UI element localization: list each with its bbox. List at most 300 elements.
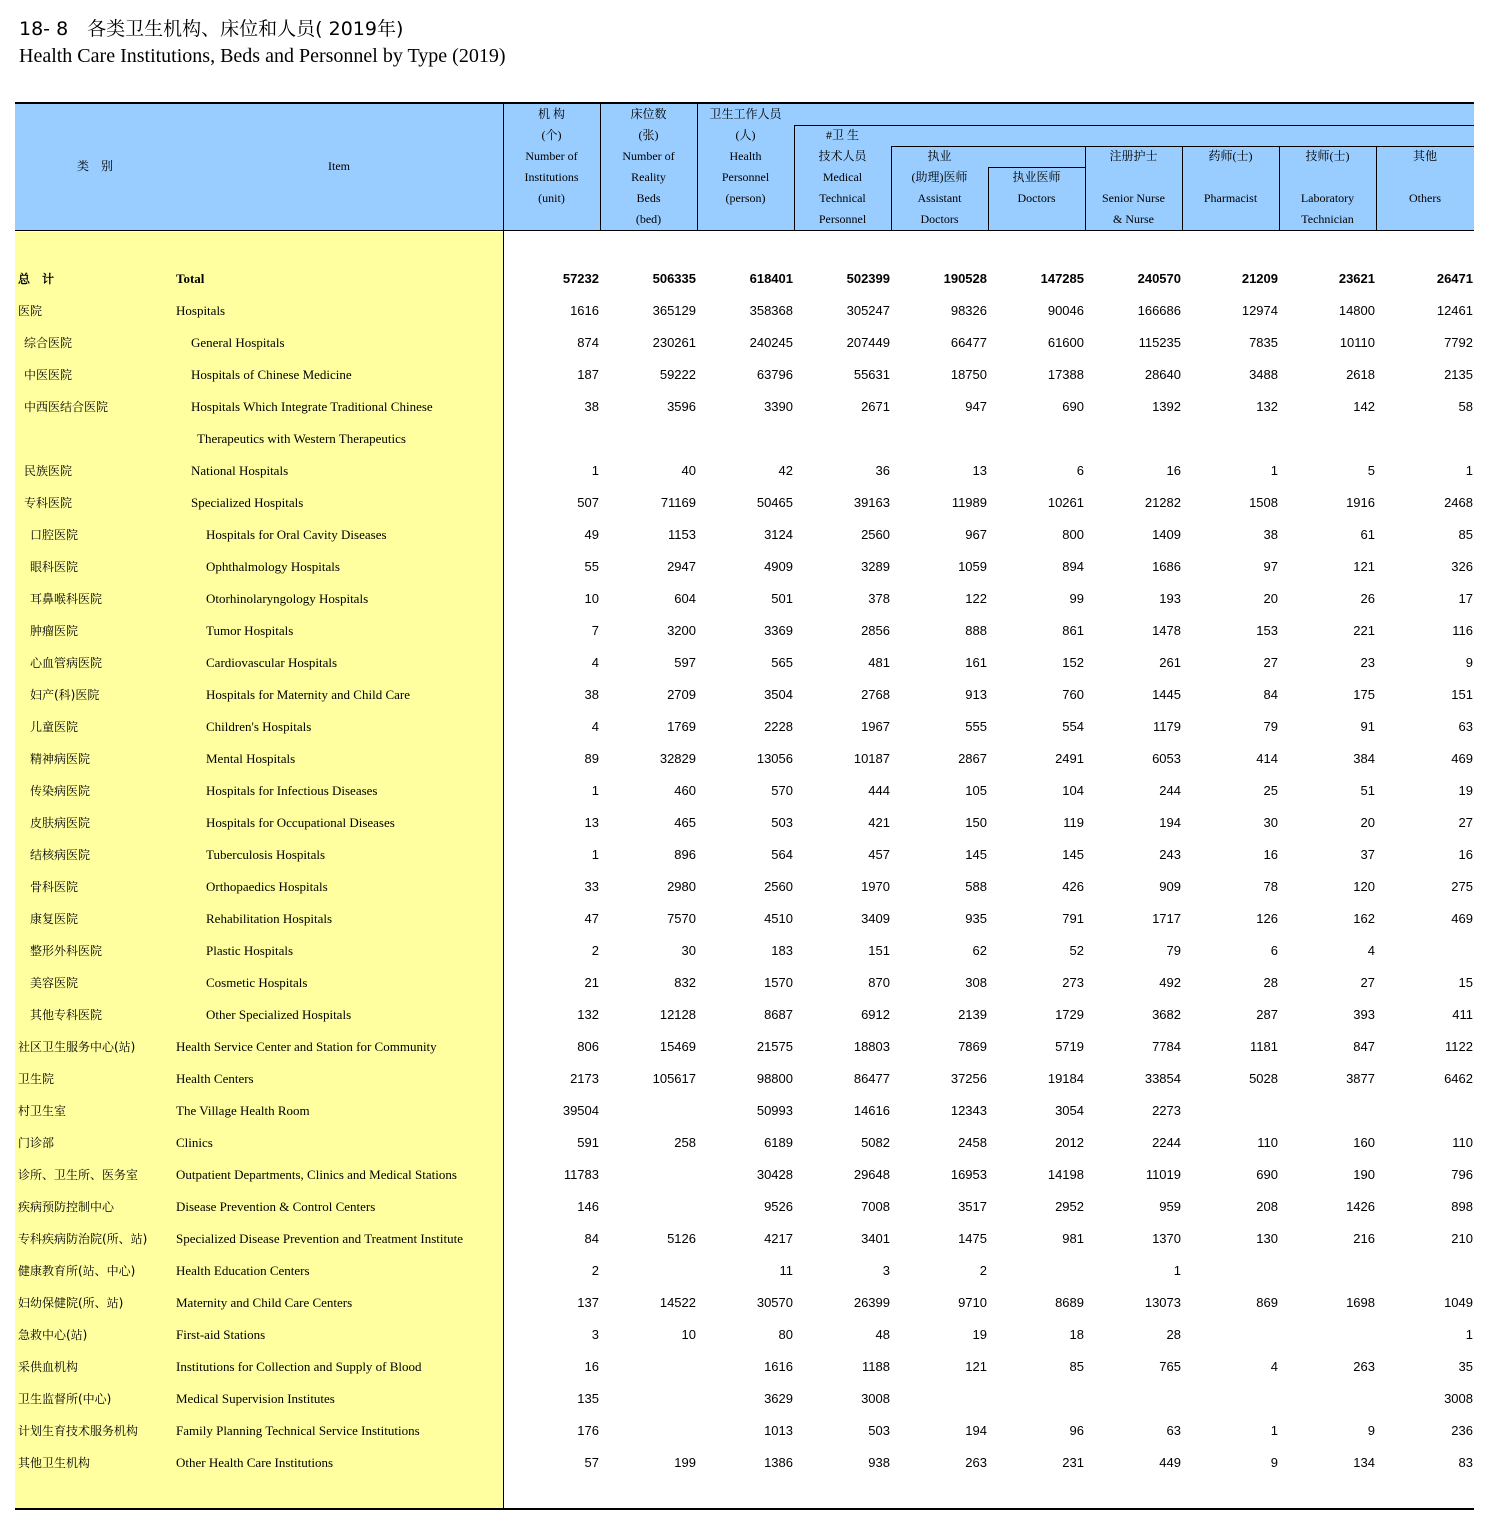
cell-nurse: 959: [1159, 1199, 1181, 1214]
cell-doctors: 8689: [1055, 1295, 1084, 1310]
cell-medtech: 870: [868, 975, 890, 990]
cell-doctors: 426: [1062, 879, 1084, 894]
cell-personnel: 9526: [764, 1199, 793, 1214]
table-row: [15, 716, 1474, 736]
cell-institutions: 57: [584, 1455, 599, 1470]
cell-beds: 506335: [652, 271, 696, 286]
cell-personnel: 11: [779, 1263, 793, 1278]
cell-lab: 160: [1353, 1135, 1375, 1150]
row-label-cn: 综合医院: [24, 336, 73, 350]
cell-doctors: 145: [1062, 847, 1084, 862]
cell-personnel: 98800: [756, 1071, 793, 1086]
cell-pharmacist: 153: [1256, 623, 1278, 638]
cell-institutions: 7: [591, 623, 599, 638]
cell-personnel: 50465: [756, 495, 793, 510]
table-row: [15, 1260, 1474, 1280]
cell-beds: 2947: [667, 559, 696, 574]
cell-personnel: 30570: [756, 1295, 793, 1310]
row-label-en: Medical Supervision Institutes: [176, 1391, 335, 1406]
cell-medtech: 39163: [853, 495, 890, 510]
cell-personnel: 30428: [756, 1167, 793, 1182]
table-row: [15, 492, 1474, 512]
cell-beds: 3596: [667, 399, 696, 414]
table-row: [15, 556, 1474, 576]
cell-nurse: 115235: [1138, 335, 1181, 350]
cell-assistant: 12343: [950, 1103, 987, 1118]
cell-others: 85: [1458, 527, 1473, 542]
cell-personnel: 1616: [764, 1359, 793, 1374]
row-label-en: Cosmetic Hospitals: [206, 975, 308, 990]
cell-beds: 59222: [659, 367, 696, 382]
cell-personnel: 240245: [749, 335, 793, 350]
cell-pharmacist: 690: [1256, 1167, 1278, 1182]
cell-doctors: 104: [1062, 783, 1084, 798]
cell-nurse: 21282: [1144, 495, 1181, 510]
cell-personnel: 3390: [764, 399, 793, 414]
cell-beds: 7570: [667, 911, 696, 926]
cell-nurse: 33854: [1144, 1071, 1181, 1086]
cell-beds: 597: [674, 655, 696, 670]
table-row: [15, 940, 1474, 960]
cell-assistant: 18750: [950, 367, 987, 382]
cell-lab: 393: [1353, 1007, 1375, 1022]
cell-medtech: 36: [875, 463, 890, 478]
cell-nurse: 11019: [1145, 1167, 1181, 1182]
cell-others: 411: [1452, 1007, 1473, 1022]
cell-nurse: 1370: [1152, 1231, 1181, 1246]
row-label-cn: 皮肤病医院: [30, 816, 91, 830]
cell-others: 275: [1451, 879, 1473, 894]
header-beds: 床位数 (张) Number of Reality Beds (bed): [622, 107, 675, 226]
cell-others: 9: [1465, 655, 1473, 670]
row-label-en: Tumor Hospitals: [206, 623, 294, 638]
cell-pharmacist: 6: [1270, 943, 1278, 958]
row-label-en: Health Service Center and Station for Community: [176, 1039, 437, 1054]
row-label-cn: 精神病医院: [30, 752, 91, 766]
cell-institutions: 806: [577, 1039, 599, 1054]
cell-lab: 190: [1353, 1167, 1375, 1182]
cell-personnel: 50993: [756, 1103, 793, 1118]
cell-lab: 4: [1367, 943, 1375, 958]
cell-others: 1049: [1444, 1295, 1473, 1310]
cell-beds: 230261: [652, 335, 696, 350]
cell-personnel: 13056: [756, 751, 793, 766]
cell-others: 15: [1458, 975, 1473, 990]
cell-pharmacist: 12974: [1241, 303, 1278, 318]
row-label-en: Ophthalmology Hospitals: [206, 559, 340, 574]
cell-doctors: 273: [1062, 975, 1084, 990]
row-label-en: Otorhinolaryngology Hospitals: [206, 591, 369, 606]
cell-nurse: 765: [1159, 1359, 1181, 1374]
cell-assistant: 37256: [950, 1071, 987, 1086]
header-laboratory-technician: 技师(士) Laboratory Technician: [1300, 149, 1355, 226]
cell-institutions: 2: [591, 943, 599, 958]
cell-lab: 121: [1353, 559, 1375, 574]
page-title-cn: 18- 8 各类卫生机构、床位和人员( 2019年): [19, 18, 404, 40]
row-label-cn: 采供血机构: [18, 1360, 79, 1374]
cell-doctors: 61600: [1047, 335, 1084, 350]
cell-nurse: 194: [1159, 815, 1181, 830]
cell-personnel: 503: [771, 815, 793, 830]
cell-others: 3008: [1444, 1391, 1473, 1406]
cell-pharmacist: 97: [1263, 559, 1278, 574]
cell-personnel: 565: [771, 655, 793, 670]
cell-others: 110: [1452, 1135, 1473, 1150]
cell-others: 26471: [1436, 271, 1473, 286]
label-column-band: [15, 232, 503, 1509]
cell-medtech: 378: [868, 591, 890, 606]
cell-medtech: 3409: [861, 911, 890, 926]
cell-doctors: 99: [1069, 591, 1084, 606]
cell-personnel: 2228: [764, 719, 793, 734]
cell-personnel: 564: [771, 847, 793, 862]
cell-pharmacist: 208: [1256, 1199, 1278, 1214]
row-label-cn: 卫生院: [18, 1072, 55, 1086]
cell-pharmacist: 78: [1263, 879, 1278, 894]
cell-nurse: 28640: [1144, 367, 1181, 382]
row-label-cn: 眼科医院: [30, 560, 79, 574]
cell-doctors: 1729: [1055, 1007, 1084, 1022]
table-row: [15, 396, 1474, 416]
cell-institutions: 1: [591, 783, 599, 798]
cell-personnel: 2560: [764, 879, 793, 894]
row-label-en: Institutions for Collection and Supply of Blood: [176, 1359, 422, 1374]
cell-nurse: 28: [1166, 1327, 1181, 1342]
cell-assistant: 11989: [951, 495, 987, 510]
cell-lab: 263: [1353, 1359, 1375, 1374]
cell-assistant: 13: [972, 463, 987, 478]
cell-lab: 175: [1353, 687, 1375, 702]
cell-assistant: 1475: [958, 1231, 987, 1246]
cell-nurse: 492: [1159, 975, 1181, 990]
header-category-cn: 类 别: [76, 159, 113, 173]
cell-nurse: 1: [1173, 1263, 1181, 1278]
cell-lab: 120: [1353, 879, 1375, 894]
table-row: [15, 844, 1474, 864]
cell-institutions: 13: [584, 815, 599, 830]
row-label-en: Therapeutics with Western Therapeutics: [197, 431, 406, 446]
cell-pharmacist: 126: [1256, 911, 1278, 926]
cell-assistant: 2458: [958, 1135, 987, 1150]
row-label-cn: 康复医院: [30, 912, 79, 926]
cell-nurse: 240570: [1137, 271, 1181, 286]
cell-doctors: 10261: [1047, 495, 1084, 510]
table-row: [15, 1068, 1474, 1088]
cell-others: 898: [1451, 1199, 1473, 1214]
cell-beds: 10: [681, 1327, 696, 1342]
cell-doctors: 760: [1062, 687, 1084, 702]
cell-beds: 460: [674, 783, 696, 798]
cell-institutions: 2: [591, 1263, 599, 1278]
cell-pharmacist: 9: [1270, 1455, 1278, 1470]
cell-institutions: 3: [591, 1327, 599, 1342]
cell-nurse: 1392: [1152, 399, 1181, 414]
cell-medtech: 207449: [846, 335, 890, 350]
cell-pharmacist: 1181: [1250, 1039, 1278, 1054]
cell-institutions: 21: [584, 975, 599, 990]
header-nurse: 注册护士 Senior Nurse & Nurse: [1102, 149, 1165, 226]
cell-lab: 26: [1360, 591, 1375, 606]
row-label-cn: 社区卫生服务中心(站): [18, 1040, 136, 1054]
cell-doctors: 147285: [1040, 271, 1084, 286]
cell-medtech: 1970: [861, 879, 890, 894]
cell-pharmacist: 5028: [1249, 1071, 1278, 1086]
cell-lab: 51: [1360, 783, 1375, 798]
row-label-en: Hospitals of Chinese Medicine: [191, 367, 352, 382]
row-label-cn: 疾病预防控制中心: [18, 1200, 115, 1214]
row-label-cn: 骨科医院: [30, 880, 79, 894]
cell-medtech: 2560: [861, 527, 890, 542]
cell-personnel: 21575: [756, 1039, 793, 1054]
cell-nurse: 243: [1159, 847, 1181, 862]
cell-pharmacist: 79: [1263, 719, 1278, 734]
cell-nurse: 2244: [1152, 1135, 1181, 1150]
table-row: [15, 1420, 1474, 1440]
cell-personnel: 358368: [749, 303, 793, 318]
cell-lab: 142: [1353, 399, 1375, 414]
cell-medtech: 1967: [861, 719, 890, 734]
cell-nurse: 244: [1159, 783, 1181, 798]
cell-doctors: 85: [1069, 1359, 1084, 1374]
row-label-en: Outpatient Departments, Clinics and Medical Stations: [176, 1167, 457, 1182]
cell-institutions: 10: [584, 591, 599, 606]
cell-others: 6462: [1444, 1071, 1473, 1086]
cell-personnel: 570: [771, 783, 793, 798]
cell-medtech: 1188: [862, 1359, 890, 1374]
cell-institutions: 874: [577, 335, 599, 350]
cell-assistant: 19: [972, 1327, 987, 1342]
row-label-cn: 心血管病医院: [30, 656, 103, 670]
cell-doctors: 231: [1062, 1455, 1084, 1470]
cell-pharmacist: 21209: [1241, 271, 1278, 286]
cell-beds: 30: [681, 943, 696, 958]
row-label-cn: 诊所、卫生所、医务室: [18, 1168, 139, 1182]
row-label-en: Hospitals: [176, 303, 226, 318]
row-label-cn: 总 计: [18, 272, 55, 286]
cell-lab: 134: [1353, 1455, 1375, 1470]
cell-lab: 5: [1367, 463, 1375, 478]
cell-beds: 40: [681, 463, 696, 478]
cell-lab: 1698: [1346, 1295, 1375, 1310]
cell-beds: 1769: [667, 719, 696, 734]
cell-doctors: 2952: [1055, 1199, 1084, 1214]
row-label-cn: 村卫生室: [18, 1104, 67, 1118]
table-row: [15, 1228, 1474, 1248]
cell-doctors: 690: [1062, 399, 1084, 414]
table-row: [15, 812, 1474, 832]
cell-lab: 3877: [1346, 1071, 1375, 1086]
cell-others: 58: [1458, 399, 1473, 414]
row-label-cn: 专科医院: [24, 496, 73, 510]
cell-beds: 5126: [667, 1231, 696, 1246]
cell-beds: 199: [674, 1455, 696, 1470]
cell-assistant: 263: [965, 1455, 987, 1470]
row-label-en: Hospitals for Infectious Diseases: [206, 783, 378, 798]
row-label-en: Hospitals for Oral Cavity Diseases: [206, 527, 387, 542]
cell-institutions: 47: [584, 911, 599, 926]
table-row: [15, 1004, 1474, 1024]
cell-institutions: 84: [584, 1231, 599, 1246]
cell-doctors: 17388: [1047, 367, 1084, 382]
cell-pharmacist: 25: [1263, 783, 1278, 798]
row-label-cn: 中医医院: [24, 368, 73, 382]
row-label-en: Orthopaedics Hospitals: [206, 879, 328, 894]
cell-doctors: 2491: [1055, 751, 1084, 766]
cell-doctors: 894: [1062, 559, 1084, 574]
row-label-cn: 急救中心(站): [18, 1328, 88, 1342]
page-title-en: Health Care Institutions, Beds and Personnel by Type (2019): [19, 45, 506, 67]
table-row: [15, 684, 1474, 704]
cell-nurse: 13073: [1144, 1295, 1181, 1310]
cell-nurse: 2273: [1152, 1103, 1181, 1118]
cell-assistant: 1059: [958, 559, 987, 574]
cell-assistant: 935: [965, 911, 987, 926]
cell-others: 19: [1458, 783, 1473, 798]
cell-nurse: 166686: [1137, 303, 1181, 318]
cell-others: 83: [1458, 1455, 1473, 1470]
table-row: [15, 428, 1474, 448]
cell-institutions: 1616: [570, 303, 599, 318]
cell-others: 63: [1458, 719, 1473, 734]
cell-institutions: 591: [577, 1135, 599, 1150]
row-label-cn: 妇产(科)医院: [30, 688, 100, 702]
cell-nurse: 1445: [1152, 687, 1181, 702]
row-label-en: The Village Health Room: [176, 1103, 310, 1118]
cell-pharmacist: 869: [1256, 1295, 1278, 1310]
table-row: [15, 268, 1474, 288]
cell-personnel: 63796: [756, 367, 793, 382]
table-row: [15, 748, 1474, 768]
cell-institutions: 132: [577, 1007, 599, 1022]
cell-assistant: 3517: [958, 1199, 987, 1214]
table-row: [15, 876, 1474, 896]
cell-lab: 1426: [1346, 1199, 1375, 1214]
cell-pharmacist: 287: [1256, 1007, 1278, 1022]
header-institutions: 机 构 (个) Number of Institutions (unit): [524, 107, 579, 205]
cell-personnel: 1013: [764, 1423, 793, 1438]
cell-lab: 91: [1360, 719, 1375, 734]
cell-institutions: 57232: [562, 271, 599, 286]
cell-personnel: 618401: [749, 271, 793, 286]
cell-medtech: 2856: [861, 623, 890, 638]
cell-lab: 9: [1367, 1423, 1375, 1438]
cell-pharmacist: 4: [1270, 1359, 1278, 1374]
row-label-en: First-aid Stations: [176, 1327, 266, 1342]
cell-pharmacist: 7835: [1249, 335, 1278, 350]
row-label-en: Cardiovascular Hospitals: [206, 655, 338, 670]
cell-assistant: 122: [965, 591, 987, 606]
row-label-en: Disease Prevention & Control Centers: [176, 1199, 376, 1214]
cell-medtech: 2671: [861, 399, 890, 414]
row-label-en: Clinics: [176, 1135, 213, 1150]
cell-pharmacist: 110: [1257, 1135, 1278, 1150]
cell-personnel: 3369: [764, 623, 793, 638]
cell-personnel: 80: [778, 1327, 793, 1342]
table-row: [15, 1100, 1474, 1120]
cell-assistant: 121: [965, 1359, 987, 1374]
cell-medtech: 2768: [861, 687, 890, 702]
cell-medtech: 3289: [861, 559, 890, 574]
row-label-en: Tuberculosis Hospitals: [206, 847, 326, 862]
cell-doctors: 90046: [1047, 303, 1084, 318]
cell-others: 236: [1451, 1423, 1473, 1438]
row-label-cn: 其他卫生机构: [18, 1456, 91, 1470]
cell-personnel: 42: [778, 463, 793, 478]
cell-nurse: 3682: [1152, 1007, 1181, 1022]
row-label-cn: 健康教育所(站、中心): [18, 1264, 136, 1278]
cell-beds: 105617: [652, 1071, 696, 1086]
cell-others: 35: [1458, 1359, 1473, 1374]
cell-doctors: 791: [1062, 911, 1084, 926]
row-label-en: Maternity and Child Care Centers: [176, 1295, 353, 1310]
cell-assistant: 62: [972, 943, 987, 958]
cell-personnel: 3629: [764, 1391, 793, 1406]
cell-institutions: 49: [584, 527, 599, 542]
cell-assistant: 98326: [950, 303, 987, 318]
cell-personnel: 6189: [764, 1135, 793, 1150]
row-label-en: Hospitals for Occupational Diseases: [206, 815, 395, 830]
row-label-cn: 计划生育技术服务机构: [18, 1424, 139, 1438]
cell-beds: 3200: [667, 623, 696, 638]
cell-lab: 1916: [1346, 495, 1375, 510]
cell-institutions: 135: [577, 1391, 599, 1406]
cell-medtech: 421: [868, 815, 890, 830]
cell-beds: 258: [674, 1135, 696, 1150]
row-label-en: Total: [176, 271, 205, 286]
cell-beds: 2709: [667, 687, 696, 702]
cell-lab: 162: [1353, 911, 1375, 926]
table-row: [15, 908, 1474, 928]
cell-institutions: 4: [591, 655, 599, 670]
cell-pharmacist: 27: [1263, 655, 1278, 670]
table-row: [15, 524, 1474, 544]
cell-lab: 20: [1360, 815, 1375, 830]
row-label-en: Family Planning Technical Service Institutions: [176, 1423, 420, 1438]
table-row: [15, 1356, 1474, 1376]
cell-beds: 15469: [659, 1039, 696, 1054]
row-label-cn: 中西医结合医院: [24, 400, 109, 414]
cell-lab: 384: [1353, 751, 1375, 766]
cell-medtech: 18803: [853, 1039, 890, 1054]
table-row: [15, 1036, 1474, 1056]
cell-doctors: 800: [1062, 527, 1084, 542]
cell-nurse: 1717: [1152, 911, 1181, 926]
cell-nurse: 1478: [1152, 623, 1181, 638]
cell-personnel: 183: [771, 943, 793, 958]
row-label-cn: 医院: [18, 304, 43, 318]
cell-institutions: 38: [584, 687, 599, 702]
row-label-cn: 其他专科医院: [30, 1008, 103, 1022]
cell-nurse: 261: [1159, 655, 1181, 670]
cell-doctors: 3054: [1055, 1103, 1084, 1118]
row-label-cn: 美容医院: [30, 976, 79, 990]
cell-pharmacist: 38: [1263, 527, 1278, 542]
cell-pharmacist: 1508: [1249, 495, 1278, 510]
cell-assistant: 66477: [950, 335, 987, 350]
cell-doctors: 6: [1076, 463, 1084, 478]
cell-lab: 23: [1360, 655, 1375, 670]
row-label-en: Health Education Centers: [176, 1263, 310, 1278]
cell-assistant: 16953: [950, 1167, 987, 1182]
cell-doctors: 14198: [1047, 1167, 1084, 1182]
cell-institutions: 176: [577, 1423, 599, 1438]
row-label-cn: 口腔医院: [30, 528, 79, 542]
cell-pharmacist: 84: [1263, 687, 1278, 702]
cell-pharmacist: 28: [1263, 975, 1278, 990]
cell-doctors: 5719: [1055, 1039, 1084, 1054]
cell-institutions: 16: [584, 1359, 599, 1374]
cell-institutions: 137: [577, 1295, 599, 1310]
